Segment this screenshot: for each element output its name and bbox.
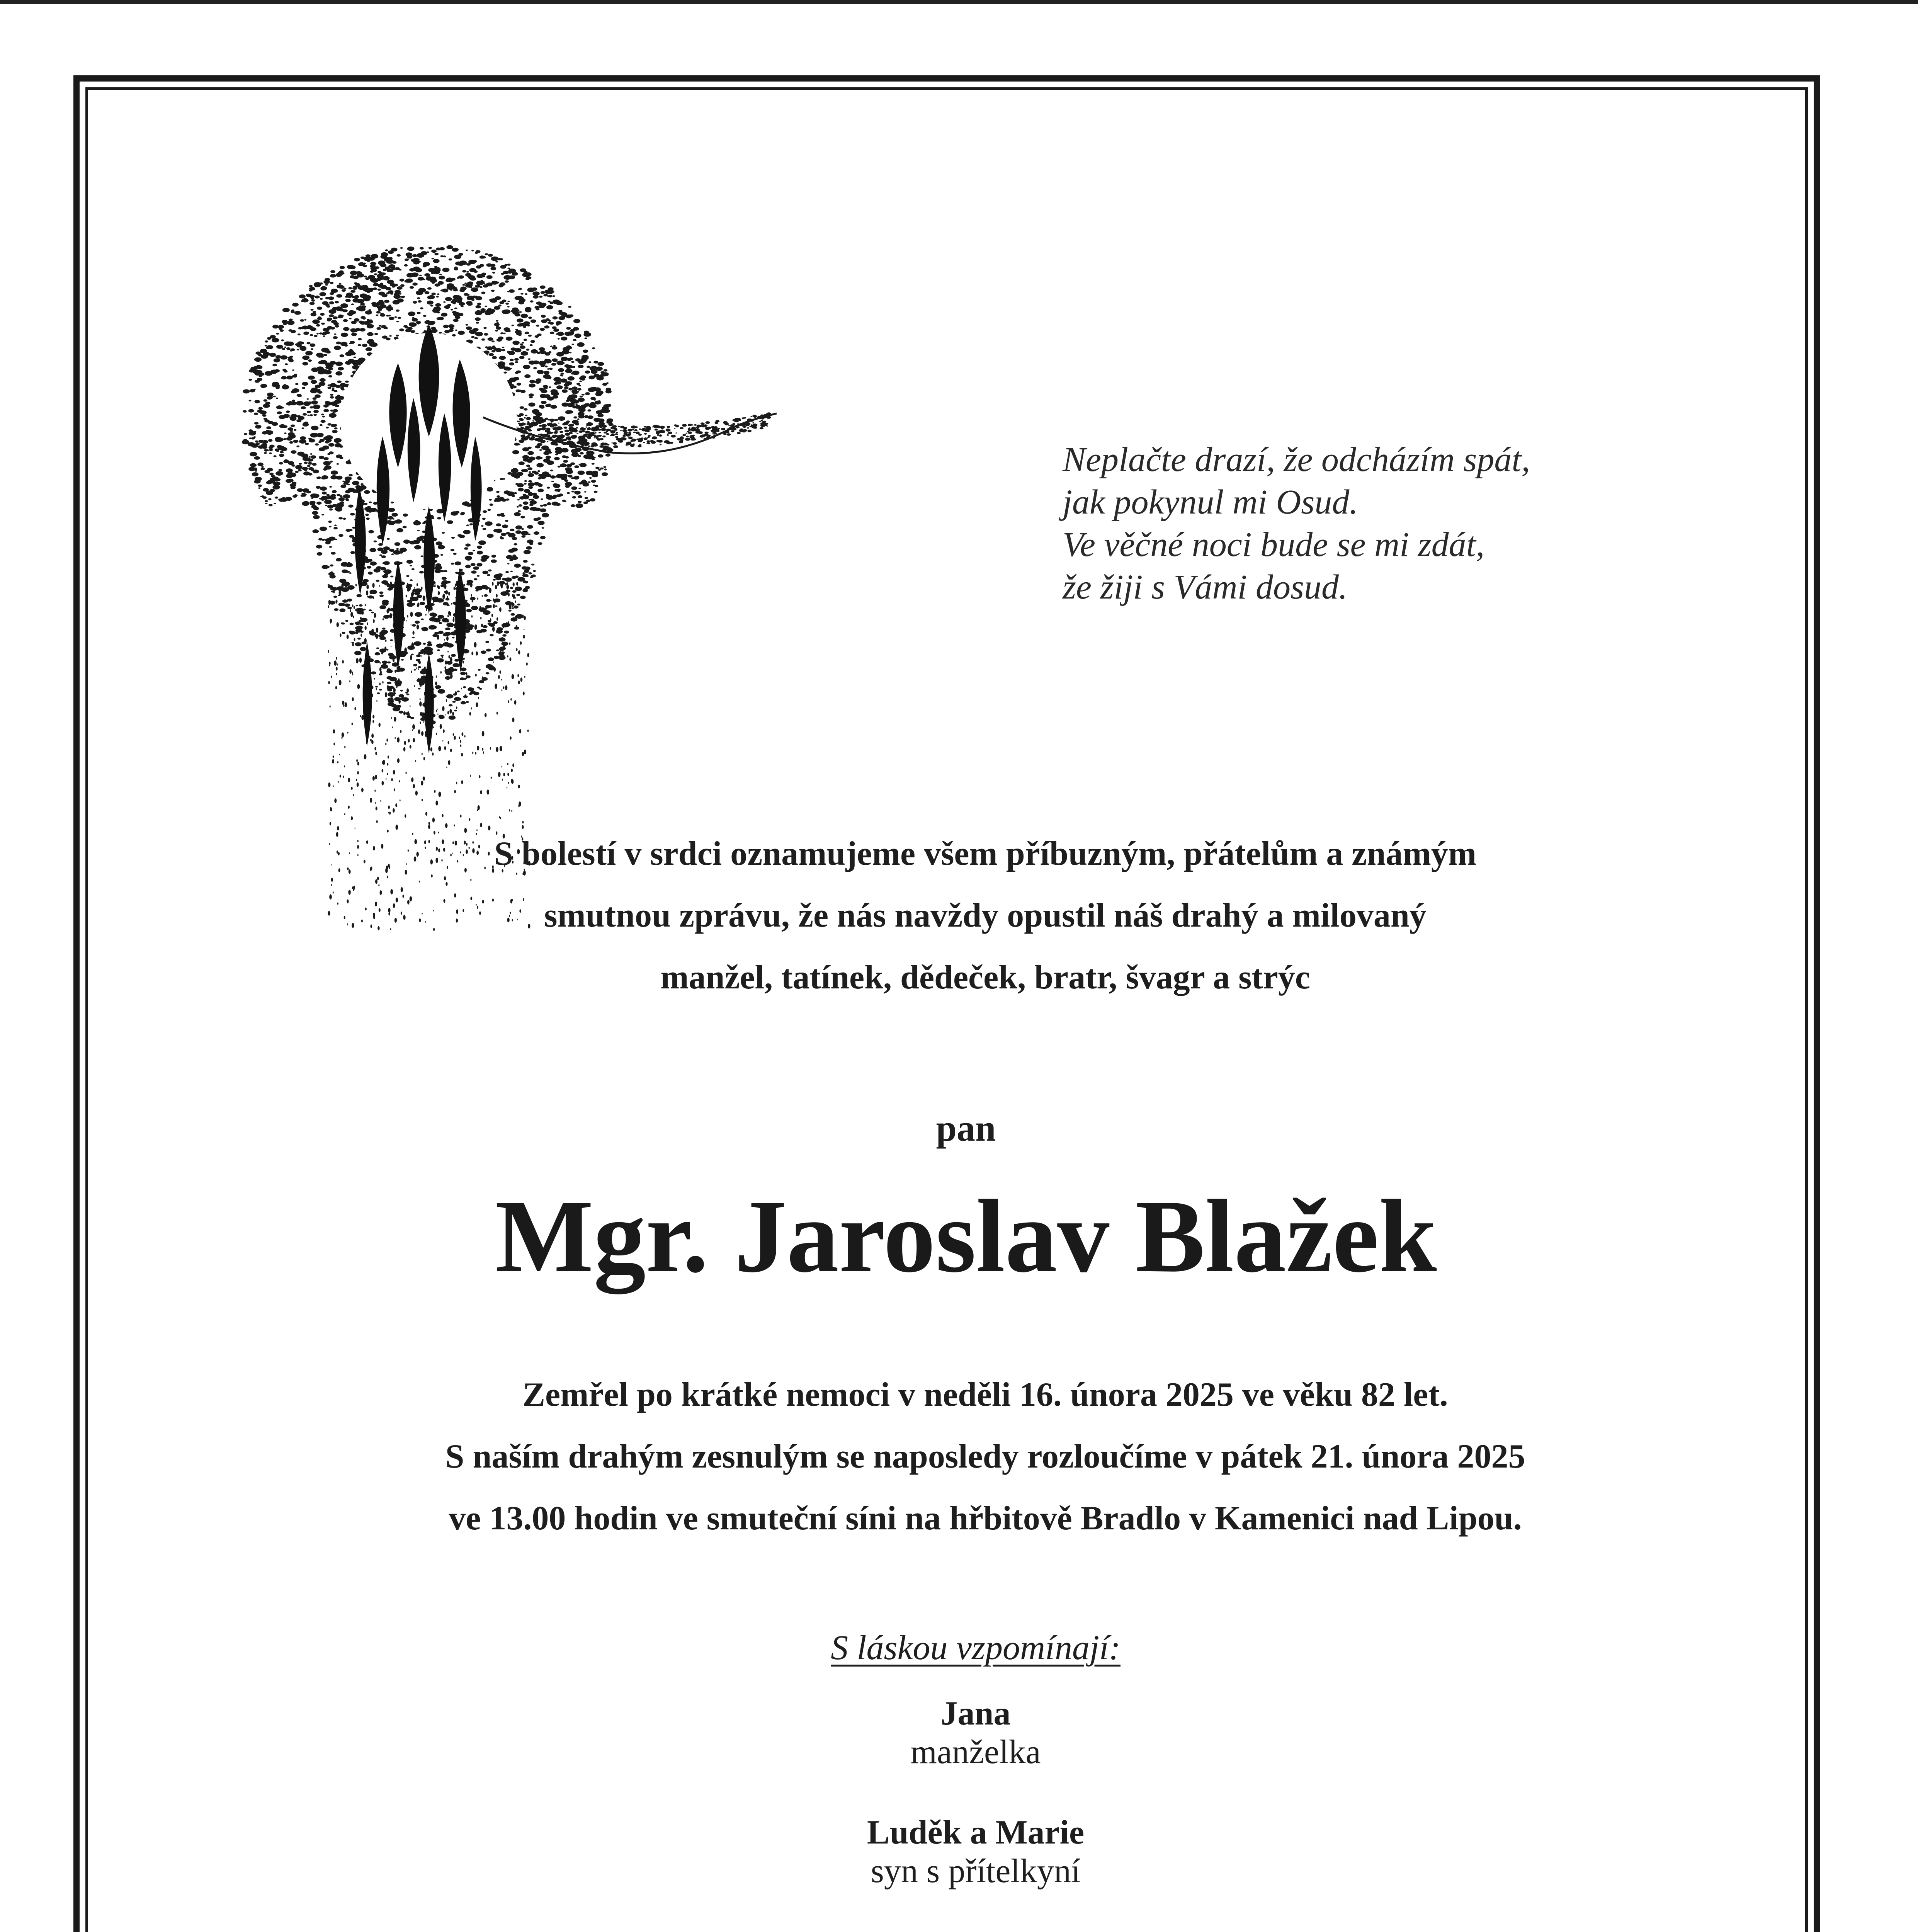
poem-line: jak pokynul mi Osud. (1063, 483, 1358, 521)
mourner-relation: manželka (910, 1733, 1041, 1771)
mourner-name: Luděk a Marie (867, 1814, 1085, 1851)
list-item (734, 1694, 1217, 1813)
announcement-line: smutnou zprávu, že nás navždy opustil náš drahý a milovaný (544, 897, 1427, 934)
poem-line: Ve věčné noci bude se mi zdát, (1063, 526, 1485, 564)
death-info-line: Zemřel po krátké nemoci v neděli 16. února 2025 ve věku 82 let. (522, 1376, 1448, 1413)
poem-line: Neplačte drazí, že odcházím spát, (1063, 440, 1530, 479)
death-info-line: S naším drahým zesnulým se naposledy rozloučíme v pátek 21. února 2025 (445, 1438, 1525, 1475)
mourner-relation: syn s přítelkyní (871, 1852, 1081, 1890)
poem-line: že žiji s Vámi dosud. (1063, 568, 1348, 606)
announcement-text (386, 823, 1584, 1009)
mourner-name: Jana (940, 1695, 1011, 1732)
announcement-line: manžel, tatínek, dědeček, bratr, švagr a strýc (660, 959, 1310, 996)
list-item (734, 1813, 1217, 1932)
mourners-heading (773, 1627, 1178, 1669)
deceased-honorific: pan (936, 1107, 996, 1149)
mourners-list (734, 1694, 1217, 1932)
announcement-line: S bolestí v srdci oznamujeme všem příbuzným, přátelům a známým (494, 835, 1477, 872)
death-and-funeral-info (270, 1364, 1700, 1549)
top-edge-rule (0, 0, 1918, 4)
poem (1063, 439, 1681, 609)
deceased-name: Mgr. Jaroslav Blažek (495, 1179, 1437, 1294)
death-info-line: ve 13.00 hodin ve smuteční síni na hřbitově Bradlo v Kamenici nad Lipou. (449, 1500, 1522, 1537)
mourners-heading-text: S láskou vzpomínají: (831, 1629, 1121, 1667)
